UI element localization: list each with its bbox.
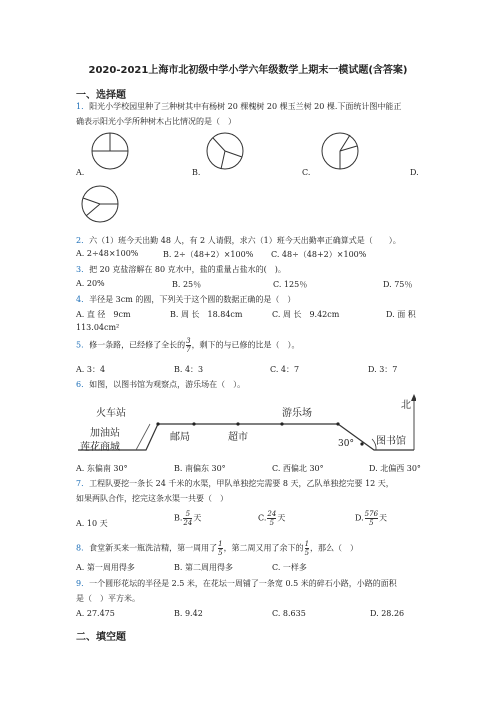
question-text: 工程队要挖一条长 24 千米的水渠，甲队单独挖完需要 8 天，乙队单独挖完要 12 天， <box>89 479 394 488</box>
fraction <box>183 510 192 527</box>
fraction-denominator: 7 <box>186 346 191 354</box>
q2-option-a: A. 2÷48×100% <box>76 249 139 258</box>
q8-option-b: B. 第二周用得多 <box>174 563 233 572</box>
pie-chart-c <box>320 131 360 171</box>
question-9-line1 <box>76 578 397 589</box>
q3-option-b: B. 25％ <box>172 280 202 289</box>
option-letter: B. <box>174 513 183 523</box>
question-8 <box>76 540 358 557</box>
question-text: 如图，以图书馆为观察点，游乐场在（ ）。 <box>89 380 246 389</box>
question-text: 半径是 3cm 的圆，下列关于这个圆的数据正确的是（ ） <box>89 295 296 304</box>
label-north: 北 <box>401 400 411 411</box>
q7-option-a: A. 10 天 <box>76 519 108 528</box>
question-text: ，第二周又用了余下的 <box>223 543 304 553</box>
label-supermarket: 超市 <box>228 432 248 443</box>
q4-option-c: C. 周 长 9.42cm <box>272 310 340 319</box>
label-library: 图书馆 <box>376 436 406 447</box>
fraction-denominator: 5 <box>365 518 378 527</box>
question-number: 4． <box>76 295 90 304</box>
q2-option-b: B. 2÷（48+2）×100% <box>163 250 254 259</box>
fraction-numerator: 24 <box>267 510 277 518</box>
question-number: 7． <box>76 479 90 488</box>
question-text: 把 20 克盐溶解在 80 克水中，盐的重量占盐水的( )。 <box>89 265 286 274</box>
label-train-station: 火车站 <box>96 408 126 419</box>
question-text: 食堂新买来一瓶洗洁精，第一周用了 <box>89 543 218 553</box>
label-gas-station: 加油站 <box>90 428 120 439</box>
question-7-line1 <box>76 478 394 489</box>
unit-label: 天 <box>277 513 286 523</box>
question-4 <box>76 294 295 305</box>
question-9-line2: 是（ ）平方米。 <box>76 594 140 603</box>
q9-option-b: B. 9.42 <box>174 609 203 618</box>
option-letter: C. <box>258 513 267 523</box>
label-post-office: 邮局 <box>170 432 190 443</box>
label-angle: 30° <box>338 439 354 449</box>
fraction-denominator: 5 <box>267 518 276 527</box>
fraction <box>218 540 222 557</box>
q5-option-d: D. 3：7 <box>368 365 398 374</box>
fraction-denominator: 24 <box>183 519 193 527</box>
q9-option-d: D. 28.26 <box>370 609 405 618</box>
option-letter: D. <box>355 513 364 523</box>
q5-option-a: A. 3：4 <box>76 365 106 374</box>
question-5 <box>76 337 300 354</box>
q5-option-b: B. 4：3 <box>174 365 204 374</box>
q9-option-a: A. 27.475 <box>76 609 115 618</box>
fraction-denominator: 5 <box>218 549 223 557</box>
pie-chart-a <box>90 131 130 171</box>
fraction-numerator: 1 <box>304 540 310 548</box>
q7-option-c <box>258 510 285 527</box>
q4-option-a: A. 直 径 9cm <box>76 310 131 319</box>
section-heading-choice: 一、选择题 <box>76 90 126 101</box>
document-title: 2020-2021上海市北初级中学小学六年级数学上期末一模试题(含答案) <box>88 65 408 76</box>
question-number: 6． <box>76 380 90 389</box>
pie-chart-d <box>80 184 120 224</box>
question-number: 3． <box>76 265 90 274</box>
unit-label: 天 <box>193 513 202 523</box>
question-text: 六（1）班今天出勤 48 人，有 2 人请假，求六（1）班今天出勤率正确算式是（ ）。 <box>89 236 401 245</box>
question-text: ，剩下的与已修的比是（ ）。 <box>191 340 300 350</box>
q1-option-d: D. <box>410 168 419 177</box>
q5-option-c: C. 4：7 <box>270 365 300 374</box>
q9-option-c: C. 8.635 <box>272 609 306 618</box>
question-1-line2: 确表示阳光小学所种树木占比情况的是（ ） <box>76 117 236 126</box>
question-text: 阳光小学校园里种了三种树其中有杨树 20 棵槐树 20 棵玉兰树 20 棵.下面统计图中能正 <box>89 102 402 111</box>
fraction-denominator: 5 <box>304 549 310 557</box>
q8-option-a: A. 第一周用得多 <box>76 563 135 572</box>
question-3 <box>76 264 286 275</box>
q6-option-d: D. 北偏西 30° <box>369 464 421 473</box>
q1-option-c: C. <box>302 168 311 177</box>
q6-option-b: B. 南偏东 30° <box>174 464 226 473</box>
fraction <box>186 337 190 354</box>
q6-option-a: A. 东偏南 30° <box>76 464 128 473</box>
question-number: 8． <box>76 543 90 553</box>
label-amusement-park: 游乐场 <box>282 408 312 419</box>
question-text: 一个圆形花坛的半径是 2.5 米，在花坛一周铺了一条宽 0.5 米的碎石小路，小路的面积 <box>89 579 397 588</box>
map-diagram <box>76 394 416 460</box>
fraction-numerator: 576 <box>364 510 379 518</box>
question-2 <box>76 235 401 246</box>
q2-option-c: C. 48÷（48+2）×100% <box>271 250 367 259</box>
question-1-line1 <box>76 101 401 112</box>
section-heading-fill-blank: 二、填空题 <box>76 632 126 643</box>
question-text: ，那么（ ） <box>310 543 359 553</box>
q3-option-a: A. 20% <box>76 279 105 288</box>
question-6 <box>76 379 245 390</box>
fraction-numerator: 1 <box>218 540 223 548</box>
pie-chart-b <box>205 131 245 171</box>
q6-option-c: C. 西偏北 30° <box>272 464 324 473</box>
north-arrow-icon <box>411 394 416 401</box>
q8-option-c: C. 一样多 <box>272 563 307 572</box>
label-lotus-mall: 莲花商城 <box>80 442 120 453</box>
question-7-line2: 如果两队合作，挖完这条水渠一共要（ ） <box>76 494 228 503</box>
question-number: 9． <box>76 579 90 588</box>
q4-option-d: D. 面 积 <box>386 310 416 319</box>
q3-option-c: C. 125％ <box>273 280 308 289</box>
fraction-numerator: 3 <box>186 337 191 345</box>
question-number: 5． <box>76 340 90 350</box>
question-text: 修一条路，已经修了全长的 <box>89 340 186 350</box>
q3-option-d: D. 75％ <box>383 280 413 289</box>
unit-label: 天 <box>379 513 388 523</box>
fraction-numerator: 5 <box>185 510 191 518</box>
q4-option-b: B. 周 长 18.84cm <box>170 310 243 319</box>
question-number: 1． <box>76 102 90 111</box>
q7-option-b <box>174 510 201 527</box>
q7-option-d <box>355 510 387 527</box>
fraction <box>267 510 276 527</box>
q1-option-b: B. <box>192 168 201 177</box>
q4-option-d-value: 113.04cm² <box>76 323 120 332</box>
fraction <box>305 540 309 557</box>
q1-option-a: A. <box>76 168 85 177</box>
fraction <box>365 510 378 527</box>
question-number: 2． <box>76 236 90 245</box>
